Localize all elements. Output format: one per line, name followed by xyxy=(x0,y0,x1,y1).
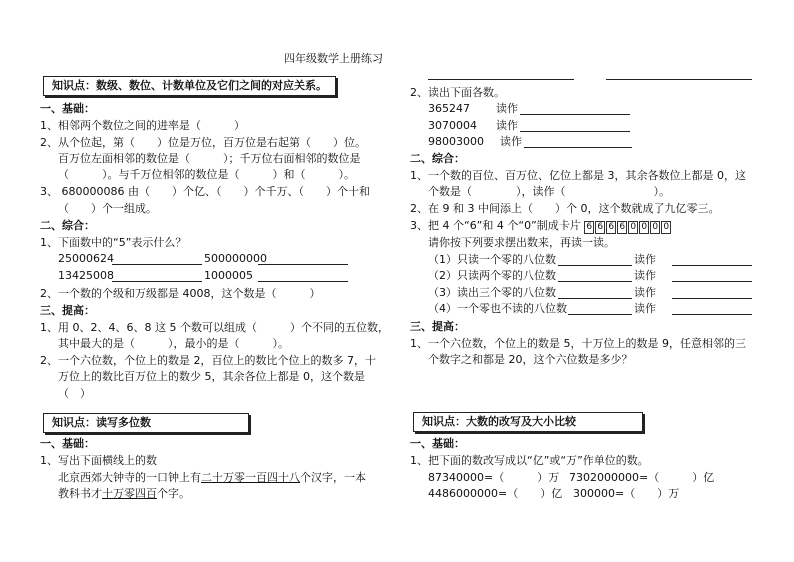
question-line: 万位上的数比百万位上的数少 5，其余各位上都是 0，这个数是 xyxy=(58,370,365,383)
question-line: 2、从个位起，第（ ）位是万位，百万位是右起第（ ）位。 xyxy=(40,136,366,149)
answer-blank[interactable] xyxy=(428,79,574,80)
question-line: 请你按下列要求摆出数来，再读一读。 xyxy=(428,236,615,249)
question-line: 教科书才十万零四百个字。 xyxy=(58,487,190,500)
number-item: 500000000 xyxy=(204,252,267,265)
question-line: 3、 680000086 由（ ）个亿、（ ）个千万、（ ）个十和 xyxy=(40,185,370,198)
number-item: 13425008 xyxy=(58,269,114,282)
question-line: 1、相邻两个数位之间的进率是（ ） xyxy=(40,119,245,132)
answer-blank[interactable] xyxy=(672,265,752,266)
digit-card: 0 xyxy=(639,221,649,234)
digit-card: 0 xyxy=(661,221,671,234)
read-label: 读作 xyxy=(634,302,656,315)
question-line: 1、下面数中的“5”表示什么？ xyxy=(40,236,187,249)
answer-blank[interactable] xyxy=(672,314,752,315)
question-line: 1、一个六位数，个位上的数是 5，十万位上的数是 9，任意相邻的三 xyxy=(410,337,746,350)
answer-blank[interactable] xyxy=(520,131,630,132)
read-label: 读作 xyxy=(634,253,656,266)
question-line: （ ）。与千万位相邻的数位是（ ）和（ ）。 xyxy=(58,168,355,181)
option-line: （1）只读一个零的八位数 xyxy=(428,253,556,266)
question-line: 1、用 0、2、4、6、8 这 5 个数可以组成（ ）个不同的五位数， xyxy=(40,321,389,334)
page-title: 四年级数学上册练习 xyxy=(284,52,383,65)
answer-blank[interactable] xyxy=(112,264,202,265)
answer-blank[interactable] xyxy=(672,298,752,299)
digit-card: 6 xyxy=(584,221,594,234)
answer-blank[interactable] xyxy=(558,265,632,266)
read-label: 读作 xyxy=(496,102,518,115)
option-line: （2）只读两个零的八位数 xyxy=(428,269,556,282)
read-label: 读作 xyxy=(500,135,522,148)
question-line: 3、把 4 个“6”和 4 个“0”制成卡片 6 6 6 6 0 0 0 0 xyxy=(410,219,672,234)
question-line: 1、一个数的百位、百万位、亿位上都是 3，其余各数位上都是 0，这 xyxy=(410,169,746,182)
section-synthesis: 二、综合： xyxy=(410,152,465,165)
answer-blank[interactable] xyxy=(672,281,752,282)
knowledge-box-2: 知识点：读写多位数 xyxy=(43,413,249,433)
digit-cards xyxy=(584,219,672,232)
conversion-item: 7302000000=（ ）亿 xyxy=(569,471,715,484)
number-item: 98003000 xyxy=(428,135,484,148)
section-advanced: 三、提高： xyxy=(410,320,465,333)
answer-blank[interactable] xyxy=(558,281,632,282)
option-line: （3）读出三个零的八位数 xyxy=(428,286,556,299)
conversion-item: 4486000000=（ ）亿 xyxy=(428,487,563,500)
answer-blank[interactable] xyxy=(558,298,632,299)
answer-blank[interactable] xyxy=(568,314,632,315)
answer-blank[interactable] xyxy=(520,114,630,115)
answer-blank[interactable] xyxy=(606,79,752,80)
conversion-item: 300000=（ ）万 xyxy=(573,487,680,500)
number-item: 1000005 xyxy=(204,269,253,282)
number-item: 25000624 xyxy=(58,252,114,265)
question-line: 2、在 9 和 3 中间添上（ ）个 0，这个数就成了九亿零三。 xyxy=(410,202,720,215)
conversion-item: 87340000=（ ）万 xyxy=(428,471,560,484)
digit-card: 0 xyxy=(650,221,660,234)
number-item: 3070004 xyxy=(428,119,477,132)
digit-card: 0 xyxy=(628,221,638,234)
question-line: 其中最大的是（ ），最小的是（ ）。 xyxy=(58,337,289,350)
answer-blank[interactable] xyxy=(258,281,348,282)
section-basic: 一、基础： xyxy=(40,102,95,115)
answer-blank[interactable] xyxy=(524,147,632,148)
question-line: 个数字之和都是 20，这个六位数是多少？ xyxy=(428,353,633,366)
section-basic: 一、基础： xyxy=(410,437,465,450)
answer-blank[interactable] xyxy=(112,281,202,282)
question-line: （ ） xyxy=(58,387,91,400)
digit-card: 6 xyxy=(617,221,627,234)
number-item: 365247 xyxy=(428,102,470,115)
question-line: 北京西郊大钟寺的一口钟上有二十万零一百四十八个汉字，一本 xyxy=(58,471,366,484)
read-label: 读作 xyxy=(634,269,656,282)
digit-card: 6 xyxy=(606,221,616,234)
answer-blank[interactable] xyxy=(258,264,348,265)
section-synthesis: 二、综合： xyxy=(40,219,95,232)
digit-card: 6 xyxy=(595,221,605,234)
question-line: 1、把下面的数改写成以“亿”或“万”作单位的数。 xyxy=(410,454,649,467)
read-label: 读作 xyxy=(634,286,656,299)
question-line: 1、写出下面横线上的数 xyxy=(40,454,157,467)
knowledge-box-3: 知识点：大数的改写及大小比较 xyxy=(413,412,643,432)
question-line: 个数是（ ），读作（ ）。 xyxy=(428,185,670,198)
read-label: 读作 xyxy=(496,119,518,132)
question-line: 2、读出下面各数。 xyxy=(410,86,505,99)
knowledge-box-1: 知识点：数级、数位、计数单位及它们之间的对应关系。 xyxy=(43,76,336,96)
question-line: 百万位左面相邻的数位是（ ）；千万位右面相邻的数位是 xyxy=(58,152,361,165)
question-line: 2、一个六位数，个位上的数是 2，百位上的数比个位上的数多 7，十 xyxy=(40,354,376,367)
section-basic: 一、基础： xyxy=(40,437,95,450)
question-line: 2、一个数的个级和万级都是 4008，这个数是（ ） xyxy=(40,287,321,300)
option-line: （4）一个零也不读的八位数 xyxy=(428,302,567,315)
question-line: （ ）个一组成。 xyxy=(58,202,157,215)
section-advanced: 三、提高： xyxy=(40,304,95,317)
